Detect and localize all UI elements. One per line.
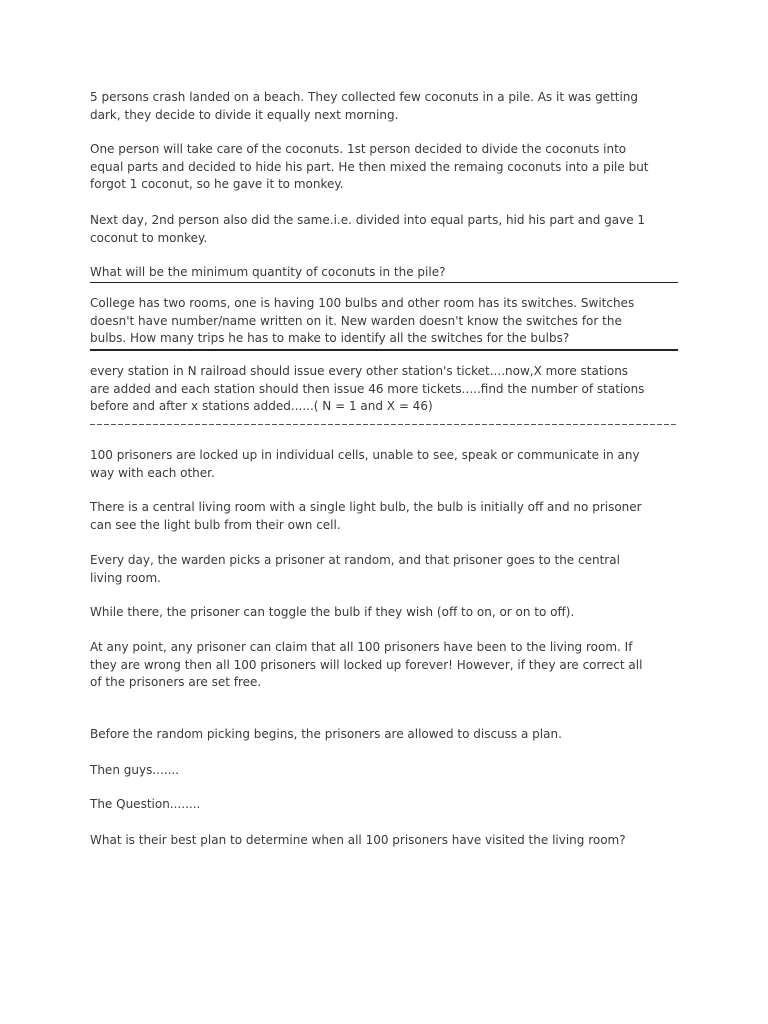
text-line: What is their best plan to determine when all 100 prisoners have visited the living room?	[90, 833, 626, 847]
dashed-divider	[90, 424, 678, 425]
text-line: While there, the prisoner can toggle the bulb if they wish (off to on, or on to off).	[90, 605, 575, 619]
text-line: At any point, any prisoner can claim that all 100 prisoners have been to the living room. If	[90, 640, 633, 654]
coconut-question-paragraph	[90, 264, 730, 282]
text-line: The Question........	[90, 797, 201, 811]
prisoners-toggle-paragraph	[90, 604, 730, 622]
text-line: they are wrong then all 100 prisoners will locked up forever! However, if they are correct all	[90, 657, 643, 672]
prisoners-claim-paragraph	[90, 639, 730, 692]
text-line: dark, they decide to divide it equally next morning.	[90, 107, 399, 122]
text-line: of the prisoners are set free.	[90, 675, 262, 690]
text-line: College has two rooms, one is having 100 bulbs and other room has its switches. Switches	[90, 296, 635, 310]
railroad-puzzle-paragraph	[90, 363, 730, 416]
section-divider	[90, 349, 678, 351]
prisoners-cells-paragraph	[90, 447, 730, 482]
text-line: One person will take care of the coconuts. 1st person decided to divide the coconuts into	[90, 142, 627, 156]
text-line: equal parts and decided to hide his part. He then mixed the remaing coconuts into a pile but	[90, 159, 649, 174]
text-line: 100 prisoners are locked up in individual cells, unable to see, speak or communicate in any	[90, 448, 640, 462]
section-divider	[90, 282, 678, 283]
text-line: are added and each station should then issue 46 more tickets.....find the number of stations	[90, 381, 645, 396]
text-line: Before the random picking begins, the prisoners are allowed to discuss a plan.	[90, 727, 562, 741]
prisoners-then-paragraph	[90, 762, 730, 780]
prisoners-living-room-paragraph	[90, 499, 730, 534]
prisoners-warden-paragraph	[90, 552, 730, 587]
text-line: living room.	[90, 570, 161, 585]
coconut-first-person-paragraph	[90, 141, 730, 194]
text-line: Then guys.......	[90, 763, 180, 777]
text-line: bulbs. How many trips he has to make to identify all the switches for the bulbs?	[90, 331, 570, 346]
text-line: way with each other.	[90, 465, 215, 480]
text-line: every station in N railroad should issue every other station's ticket....now,X more stations	[90, 364, 629, 378]
text-line: Every day, the warden picks a prisoner at random, and that prisoner goes to the central	[90, 553, 620, 567]
text-line: Next day, 2nd person also did the same.i.e. divided into equal parts, hid his part and gave 1	[90, 213, 646, 227]
text-line: doesn't have number/name written on it. New warden doesn't know the switches for the	[90, 313, 622, 328]
prisoners-discuss-paragraph	[90, 726, 730, 744]
text-line: 5 persons crash landed on a beach. They collected few coconuts in a pile. As it was getting	[90, 90, 639, 104]
text-line: There is a central living room with a single light bulb, the bulb is initially off and no prisoner	[90, 500, 642, 514]
text-line: can see the light bulb from their own cell.	[90, 517, 341, 532]
bulbs-puzzle-paragraph	[90, 295, 730, 348]
text-line: coconut to monkey.	[90, 230, 208, 245]
text-line: What will be the minimum quantity of coconuts in the pile?	[90, 265, 446, 279]
text-line: before and after x stations added......( N = 1 and X = 46)	[90, 399, 433, 414]
prisoners-question-heading	[90, 796, 730, 814]
coconut-setup-paragraph	[90, 89, 730, 124]
prisoners-best-plan-paragraph	[90, 832, 730, 850]
text-line: forgot 1 coconut, so he gave it to monkey.	[90, 177, 344, 192]
coconut-next-day-paragraph	[90, 212, 730, 247]
